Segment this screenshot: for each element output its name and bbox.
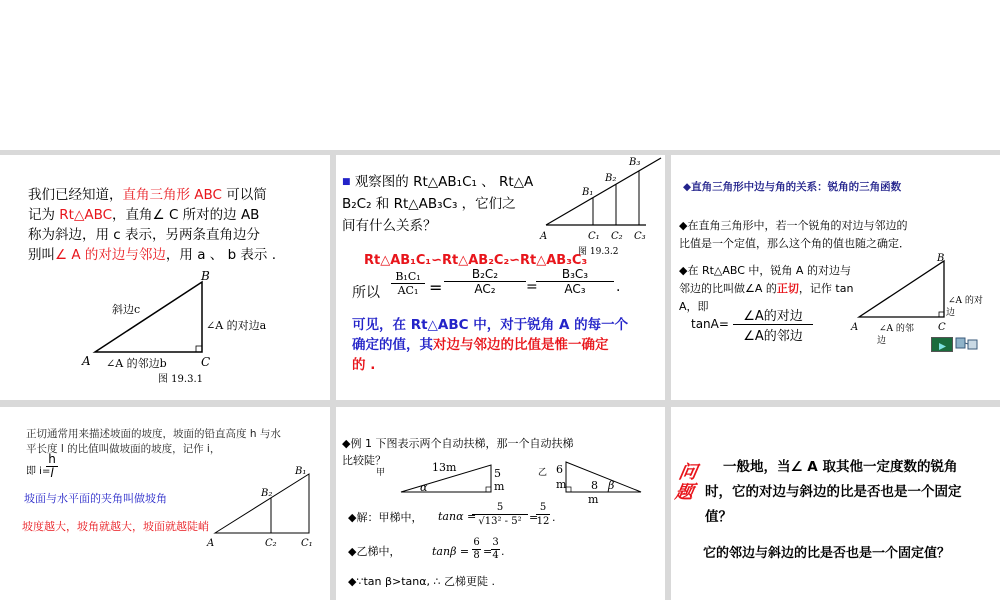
svg-text:B: B (937, 253, 945, 264)
example-text: ◆例 1 下图表示两个自动扶梯，那一个自动扶梯 比较陡？ (342, 437, 574, 467)
slide-1[interactable] (0, 155, 330, 400)
slide3-para1: ◆在直角三角形中，若一个锐角的对边与邻边的 比值是一个定值，那么这个角的值也随之确定． (679, 219, 910, 250)
slide-3[interactable] (671, 155, 1000, 400)
svg-text:A: A (207, 538, 215, 549)
svg-text:A: A (540, 231, 548, 242)
svg-text:A: A (851, 322, 859, 333)
svg-text:B₂: B₂ (605, 173, 617, 184)
question-text: 一般地，当∠ A 取其他一定度数的锐角 时，它的对边与斜边的比是否也是一个固定 值？ (705, 459, 962, 525)
so-label: 所以 (352, 285, 380, 301)
slide1-paragraph: 我们已经知道，直角三角形 ABC 可以简 记为 Rt△ABC，直角∠ C 所对的边 AB 称为斜边，用 c 表示，另两条直角边分 别叫∠ A 的对边与邻边，用 a 、 b 表示 . (28, 187, 277, 263)
question-followup: 它的邻边与斜边的比是否也是一个固定值？ (703, 546, 951, 561)
example-conclusion: ◆∵tan β>tanα, ∴ 乙梯更陡 . (348, 575, 495, 588)
bullet-icon: ■ (342, 177, 351, 187)
svg-text:边: 边 (946, 308, 956, 318)
slope-angle-note: 坡面与水平面的夹角叫做坡角 (24, 492, 167, 505)
slope-formula-label: 即 i= (26, 466, 51, 477)
svg-text:C₁: C₁ (301, 538, 313, 549)
hyp-label: 斜边c (112, 303, 141, 316)
svg-text:m: m (588, 493, 599, 506)
question-badge: 问 题 (673, 462, 699, 503)
svg-text:m: m (494, 480, 505, 493)
slide-6[interactable] (671, 407, 1000, 600)
tan-alpha-result: $\frac{5}{12}$ (536, 502, 550, 527)
svg-text:8: 8 (591, 479, 598, 492)
svg-text:C₃: C₃ (634, 231, 646, 242)
slide3-para2: ◆在 Rt△ABC 中，锐角 A 的对边与 邻边的比叫做∠A 的正切，记作 tan A，即 (679, 264, 854, 313)
slope-paragraph: 正切通常用来描述坡面的坡度，坡面的铅直高度 h 与水 平长度 l 的比值叫做坡面的坡度，记作 i， (26, 428, 281, 455)
triangle-figure-1 (70, 265, 320, 390)
link-icon[interactable] (955, 336, 979, 351)
label-A: A (82, 354, 91, 368)
second-escalator-intro: ◆乙梯中， (348, 545, 401, 558)
tan-beta-result: $\frac{3}{4}$ (492, 537, 499, 561)
tan-fraction: ∠A的对边 ∠A的邻边 (733, 305, 813, 344)
fraction-1: $\frac{\text{B₁C₁}}{\text{AC₁}}$ (391, 270, 425, 297)
svg-text:β: β (608, 479, 615, 492)
slope-triangle-figure (205, 462, 330, 557)
slide-4[interactable] (0, 407, 330, 600)
similarity-statement: Rt△AB₁C₁∽Rt△AB₂C₂∽Rt△AB₃C₃ (364, 253, 588, 268)
tan-alpha-fraction: $\frac{5}{\text{√13² - 5²}}$ (472, 501, 528, 528)
tan-label: tanA= (691, 317, 729, 331)
slide-5[interactable]: ◆例 1 下图表示两个自动扶梯，那一个自动扶梯 比较陡？ 甲 13m 5 m α 乙 6 m 8 m β ◆解：甲梯中， tanα = $\frac{5}{\text{√13² - 5²}}$ = $\frac{5}{12}$ . ◆乙梯中， tanβ = $\frac{6}{8}$ = $\frac{3}{4}$ . ◆∵tan β>tanα, ∴ 乙梯更陡 . (336, 407, 665, 600)
svg-text:甲: 甲 (376, 468, 386, 478)
svg-text:C₂: C₂ (265, 538, 277, 549)
svg-text:∠A 的对: ∠A 的对 (948, 296, 983, 306)
svg-text:5: 5 (494, 467, 501, 480)
slide3-title: ◆直角三角形中边与角的关系：锐角的三角函数 (683, 181, 902, 193)
label-B: B (201, 269, 210, 283)
svg-text:13m: 13m (432, 461, 457, 474)
slope-fraction: $\frac{h}{l}$ (46, 453, 58, 480)
svg-text:B₁: B₁ (295, 466, 307, 477)
svg-text:B₂: B₂ (261, 488, 273, 499)
opp-label: ∠A 的对边a (206, 319, 267, 332)
slope-steepness-note: 坡度越大，坡角就越大，坡面就越陡峭 (22, 520, 209, 533)
svg-text:6: 6 (556, 463, 563, 476)
top-blank-area (0, 0, 1000, 150)
svg-text:图 19.3.2: 图 19.3.2 (578, 247, 619, 257)
triangles-figure-2 (536, 155, 665, 265)
svg-text:∠A 的邻: ∠A 的邻 (879, 324, 914, 334)
svg-text:C₁: C₁ (588, 231, 600, 242)
fraction-3: $\frac{\text{B₃C₃}}{\text{AC₃}}$ (536, 267, 614, 296)
svg-text:乙: 乙 (538, 468, 548, 478)
conclusion: 可见，在 Rt△ABC 中，对于锐角 A 的每一个 确定的值，其对边与邻边的比值是惟一确定 的 . (352, 317, 629, 373)
solution-intro: ◆解：甲梯中， (348, 511, 423, 524)
svg-text:C: C (938, 322, 946, 333)
slide2-question: ■ 观察图的 Rt△AB₁C₁ 、 Rt△A B₂C₂ 和 Rt△AB₃C₃ ，它们之 间有什么关系？ (342, 174, 534, 234)
tan-beta-fraction: $\frac{6}{8}$ (473, 537, 480, 561)
svg-text:B₃: B₃ (629, 157, 641, 168)
svg-text:α: α (420, 481, 428, 494)
figure-caption: 图 19.3.1 (158, 374, 203, 385)
svg-text:m: m (556, 478, 567, 491)
svg-text:C₂: C₂ (611, 231, 623, 242)
label-C: C (201, 355, 211, 369)
escalator-figures (336, 457, 665, 507)
slide-2[interactable]: ■ 观察图的 Rt△AB₁C₁ 、 Rt△A B₂C₂ 和 Rt△AB₃C₃ ，它们之 间有什么关系？ A B₁ B₂ B₃ C₁ C₂ C₃ 图 19.3.2 Rt△AB₁C₁∽Rt△AB₂C₂∽Rt△AB₃C₃ 所以 $\frac{\text{B₁C₁}}{\text{AC₁}}$ = $\frac{\text{B₂C₂}}{\text{AC₂}}$ = $\frac{\text{B₃C₃}}{\text{AC₃}}$ . 可见，在 Rt△ABC 中，对于锐角 A 的每一个 确定的值，其对边与邻边的比值是惟一确定 的 . (336, 155, 665, 400)
play-button[interactable] (931, 337, 953, 352)
adj-label: ∠A 的邻边b (106, 357, 167, 370)
svg-text:B₁: B₁ (582, 187, 594, 198)
svg-text:边: 边 (877, 336, 887, 346)
fraction-2: $\frac{\text{B₂C₂}}{\text{AC₂}}$ (444, 267, 526, 296)
